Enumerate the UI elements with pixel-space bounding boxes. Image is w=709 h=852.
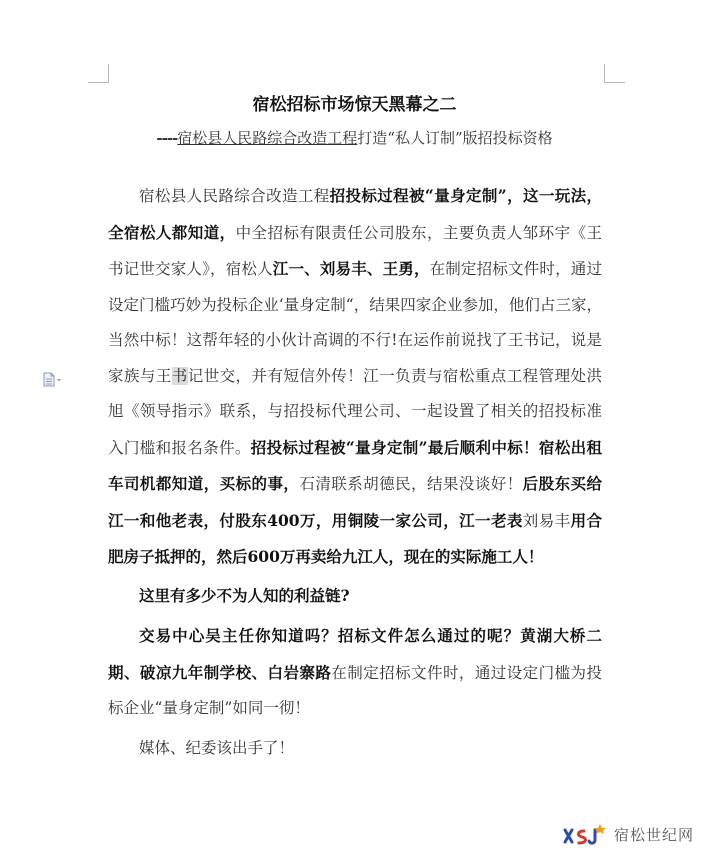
page-corner-mark-top-right [604, 64, 625, 83]
subtitle-rest: 打造“私人订制”版招投标资格 [357, 129, 553, 147]
paragraph-1 [108, 178, 602, 576]
p3-rest: 在制定招标文件时，通过设定门槛为投标企业“量身定制”如同一彻！ [108, 663, 602, 717]
text-cursor-highlight[interactable]: 书 [171, 366, 188, 385]
p1-process-cont: 记世交，并有短信外传！江一负责与宿松重点工程管理处洪旭《领导指示》联系，与招投标代理公司、一起设置了相关的招投标准入门槛和报名条件。 [108, 366, 602, 457]
p1-name-liu: 刘易丰 [522, 511, 571, 530]
paragraph-2 [108, 578, 602, 615]
p1-process: 在制定招标文件时，通过设定门槛巧妙为投标企业‘量身定制“，结果四家企业参加，他们占三家，当然中标！这帮年轻的小伙计高调的不行!在运作前说找了王书记，说是家族与王 [108, 260, 602, 385]
watermark-text: 宿松世纪网 [614, 826, 695, 844]
p1-names: 江一、刘易丰、王勇， [272, 259, 430, 278]
subtitle-dashes: ---- [156, 129, 178, 147]
document-options-icon[interactable] [42, 372, 62, 388]
p1-bold-sale: 后股东买给江一和他老表，付股东400万，用铜陵一家公司，江一老表 [108, 474, 602, 530]
paragraph-4 [108, 731, 602, 767]
p1-bold-end: 用合肥房子抵押的，然后600万再卖给九江人，现在的实际施工人！ [108, 510, 602, 566]
p1-bold-result: 招投标过程被“量身定制”最后顺利中标！宿松出租车司机都知道，买标的事， [108, 437, 602, 493]
xsj-logo-icon [562, 822, 612, 848]
site-watermark [562, 822, 702, 848]
document-title: 宿松招标市场惊天黑幕之二 [252, 95, 457, 115]
p1-bold-intro: 招投标过程被“量身定制”，这一玩法，全宿松人都知道， [108, 186, 602, 242]
p4-text: 媒体、纪委该出手了！ [139, 738, 295, 757]
document-subtitle [0, 127, 709, 148]
page-corner-mark-top-left [88, 64, 109, 83]
document-body [108, 178, 602, 766]
p3-bold: 交易中心吴主任你知道吗？招标文件怎么通过的呢？黄湖大桥二期、破凉九年制学校、白岩寨路 [108, 626, 602, 682]
subtitle-project-name: 宿松县人民路综合改造工程 [177, 129, 358, 147]
p1-project: 宿松县人民路综合改造工程 [139, 187, 330, 205]
paragraph-3 [108, 618, 602, 727]
p1-contact: 石清联系胡德民，结果没谈好！ [299, 475, 523, 493]
p2-question: 这里有多少不为人知的利益链? [139, 585, 350, 605]
p1-company: 中全招标有限责任公司股东，主要负责人邹环宇《王书记世交家人》，宿松人 [108, 223, 602, 278]
